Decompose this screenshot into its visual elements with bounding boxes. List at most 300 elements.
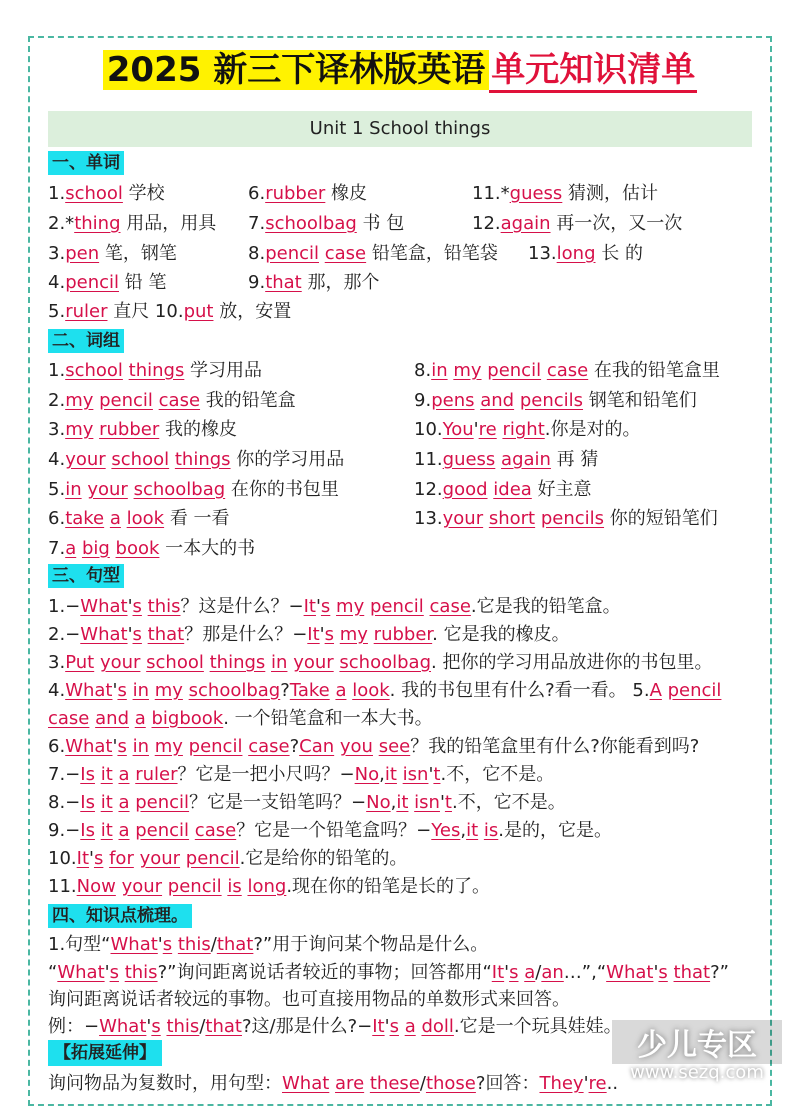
text-segment: ? — [280, 680, 290, 701]
sentence-line — [48, 818, 612, 844]
text-segment: 我的铅笔盒 — [200, 390, 296, 411]
english-term: s — [658, 962, 668, 983]
phrase-line — [48, 388, 296, 414]
text-segment: / — [210, 934, 217, 955]
text-segment: ' — [112, 680, 118, 701]
text-segment: .你是对的。 — [544, 419, 641, 440]
english-term: that — [265, 272, 302, 293]
english-term: pen — [65, 243, 100, 264]
english-term: for — [109, 848, 134, 869]
english-term: your — [121, 876, 163, 897]
text-segment: , — [460, 820, 467, 841]
english-term: take — [65, 508, 105, 529]
english-term: s — [162, 934, 173, 955]
english-term: Is — [80, 792, 95, 813]
english-term: Take — [289, 680, 330, 701]
english-term: long — [556, 243, 596, 264]
english-term: It — [491, 962, 505, 983]
point-line — [48, 987, 570, 1013]
text-segment: 询问物品为复数时，用句型： — [48, 1073, 282, 1094]
text-segment: . 把你的学习用品放进你的书包里。 — [431, 652, 713, 673]
text-segment: 那，那个 — [301, 272, 380, 293]
phrase-line — [414, 477, 592, 503]
english-term: book — [115, 538, 160, 559]
english-term: this — [166, 1016, 200, 1037]
page-title — [0, 48, 800, 92]
text-segment: 6. — [248, 183, 266, 204]
english-term: pencil — [188, 736, 243, 757]
word-line — [248, 241, 498, 267]
english-term: s — [324, 624, 335, 645]
english-term: my — [65, 390, 94, 411]
english-term: look — [352, 680, 390, 701]
english-term: case — [324, 243, 367, 264]
english-term: good — [442, 479, 488, 500]
text-segment: 2. — [48, 390, 66, 411]
unit-heading: Unit 1 School things — [48, 111, 752, 147]
text-segment: 9.− — [48, 820, 81, 841]
text-segment: ' — [127, 624, 133, 645]
text-segment: ' — [653, 962, 659, 983]
english-term: schoolbag — [339, 652, 431, 673]
english-term: this — [147, 596, 181, 617]
text-segment: 6. — [48, 508, 66, 529]
word-line — [48, 211, 216, 237]
english-term: and — [480, 390, 515, 411]
english-term: my — [339, 624, 368, 645]
sentence-line — [48, 594, 621, 620]
english-term: your — [87, 479, 128, 500]
english-term: You — [442, 419, 474, 440]
english-term: your — [442, 508, 484, 529]
watermark-url: www.sezq.com — [630, 1062, 764, 1083]
text-segment: ？它是一支铅笔吗？− — [189, 792, 367, 813]
english-term: s — [389, 1016, 399, 1037]
text-segment: ?”询问距离说话者较近的事物；回答都用“ — [157, 962, 492, 983]
text-segment: , — [390, 792, 397, 813]
english-term: again — [501, 449, 551, 470]
english-term: a — [134, 708, 146, 729]
english-term: What — [57, 962, 105, 983]
point-line — [48, 1014, 622, 1040]
english-term: schoolbag — [188, 680, 281, 701]
english-term: rubber — [373, 624, 433, 645]
text-segment: 12. — [472, 213, 501, 234]
phrase-line — [414, 358, 720, 384]
english-term: in — [431, 360, 448, 381]
text-segment: ？那是什么？− — [184, 624, 308, 645]
text-segment: 8.− — [48, 792, 81, 813]
english-term: in — [65, 479, 82, 500]
english-term: things — [209, 652, 266, 673]
text-segment: 长 的 — [595, 243, 643, 264]
text-segment: .是的，它是。 — [498, 820, 612, 841]
english-term: What — [606, 962, 654, 983]
english-term: ruler — [135, 764, 178, 785]
english-term: What — [80, 624, 128, 645]
english-term: school — [65, 183, 123, 204]
text-segment: 12. — [414, 479, 443, 500]
english-term: They — [539, 1073, 584, 1094]
text-segment: ' — [89, 848, 94, 869]
english-term: short — [488, 508, 536, 529]
word-line — [472, 211, 682, 237]
sentence-line — [48, 706, 433, 732]
english-term: isn — [402, 764, 429, 785]
text-segment: 13. — [414, 508, 443, 529]
text-segment: 5. — [48, 479, 66, 500]
english-term: What — [99, 1016, 147, 1037]
english-term: rubber — [99, 419, 160, 440]
text-segment: .它是一个玩具娃娃。 — [453, 1016, 622, 1037]
english-term: it — [100, 820, 113, 841]
word-line — [472, 181, 658, 207]
english-term: look — [126, 508, 165, 529]
english-term: s — [93, 848, 104, 869]
text-segment: 放，安置 — [213, 301, 292, 322]
english-term: It — [372, 1016, 385, 1037]
english-term: are — [335, 1073, 365, 1094]
text-segment: 我的橡皮 — [159, 419, 237, 440]
text-segment: 3. — [48, 419, 66, 440]
text-segment: 8. — [414, 360, 432, 381]
word-line — [48, 181, 165, 207]
text-segment: 橡皮 — [325, 183, 368, 204]
sentence-line — [48, 762, 554, 788]
text-segment: 4. — [48, 272, 66, 293]
text-segment: …”,“ — [563, 962, 607, 983]
english-term: that — [216, 934, 254, 955]
english-term: pencil — [135, 820, 190, 841]
english-term: school — [146, 652, 204, 673]
english-term: my — [65, 419, 94, 440]
text-segment: / — [535, 962, 542, 983]
english-term: long — [247, 876, 287, 897]
text-segment: 2.− — [48, 624, 81, 645]
english-term: pencil — [487, 360, 542, 381]
word-line — [248, 270, 379, 296]
english-term: it — [384, 764, 397, 785]
text-segment: 7. — [248, 213, 266, 234]
english-term: Can — [299, 736, 335, 757]
text-segment: 5. — [48, 301, 66, 322]
text-segment: 用品，用具 — [120, 213, 217, 234]
english-term: put — [183, 301, 214, 322]
text-segment: 你的学习用品 — [230, 449, 345, 470]
text-segment: 好主意 — [531, 479, 592, 500]
text-segment: ?回答： — [475, 1073, 540, 1094]
text-segment: .. — [606, 1073, 619, 1094]
english-term: re — [588, 1073, 607, 1094]
english-term: What — [282, 1073, 330, 1094]
english-term: It — [303, 596, 316, 617]
word-line — [48, 241, 177, 267]
english-term: case — [546, 360, 589, 381]
text-segment: “ — [48, 962, 58, 983]
text-segment: 1.− — [48, 596, 81, 617]
phrase-line — [414, 506, 718, 532]
english-term: a — [109, 508, 121, 529]
text-segment: .不，它不是。 — [440, 764, 555, 785]
text-segment: 笔，钢笔 — [99, 243, 177, 264]
phrase-line — [48, 506, 230, 532]
english-term: pencil — [167, 876, 222, 897]
english-term: Now — [76, 876, 116, 897]
text-segment: ' — [504, 962, 510, 983]
text-segment: 学校 — [122, 183, 165, 204]
english-term: doll — [421, 1016, 454, 1037]
text-segment: ？它是一个铅笔盒吗？− — [236, 820, 432, 841]
english-term: s — [320, 596, 331, 617]
phrase-line — [414, 417, 640, 443]
text-segment: 1. — [48, 360, 66, 381]
english-term: Put — [65, 652, 95, 673]
english-term: It — [76, 848, 90, 869]
english-term: case — [248, 736, 290, 757]
english-term: pencil — [667, 680, 722, 701]
english-term: pencils — [540, 508, 605, 529]
english-term: pencil — [185, 848, 240, 869]
english-term: pencil — [65, 272, 119, 293]
english-term: is — [227, 876, 242, 897]
text-segment: 书 包 — [356, 213, 405, 234]
text-segment: ' — [146, 1016, 152, 1037]
text-segment: 10. — [48, 848, 77, 869]
english-term: idea — [493, 479, 532, 500]
text-segment: 看 一看 — [164, 508, 230, 529]
english-term: s — [509, 962, 519, 983]
english-term: A — [649, 680, 662, 701]
english-term: thing — [74, 213, 121, 234]
text-segment: ' — [127, 596, 133, 617]
phrase-line — [48, 477, 339, 503]
english-term: pencil — [135, 792, 190, 813]
sentence-line — [48, 622, 570, 648]
text-segment: ？这是什么？− — [180, 596, 304, 617]
english-term: What — [110, 934, 158, 955]
english-term: No — [366, 792, 391, 813]
english-term: is — [483, 820, 499, 841]
text-segment: 7.− — [48, 764, 81, 785]
phrase-line — [48, 536, 255, 562]
text-segment: ？我的铅笔盒里有什么?你能看到吗? — [410, 736, 700, 757]
english-term: a — [118, 792, 130, 813]
english-term: your — [293, 652, 334, 673]
english-term: my — [453, 360, 482, 381]
english-term: this — [177, 934, 211, 955]
english-term: Is — [80, 764, 95, 785]
text-segment: .它是给你的铅笔的。 — [239, 848, 408, 869]
text-segment: ' — [583, 1073, 589, 1094]
text-segment: 钢笔和铅笔们 — [583, 390, 697, 411]
phrase-line — [48, 447, 344, 473]
text-segment: 3. — [48, 243, 66, 264]
english-term: it — [466, 820, 479, 841]
english-term: s — [109, 962, 119, 983]
english-term: it — [100, 792, 113, 813]
english-term: re — [478, 419, 497, 440]
english-term: that — [147, 624, 185, 645]
english-term: right — [502, 419, 545, 440]
text-segment: ? — [289, 736, 300, 757]
title-part1: 2025 新三下译林版英语 — [103, 50, 489, 90]
word-line — [48, 299, 291, 325]
text-segment: . 一个铅笔盒和一本大书。 — [223, 708, 433, 729]
text-segment: 在我的铅笔盒里 — [588, 360, 720, 381]
text-segment: 11. — [414, 449, 443, 470]
phrase-line — [48, 358, 262, 384]
word-line — [48, 270, 166, 296]
text-segment: ' — [384, 1016, 390, 1037]
text-segment: 猜测，估计 — [562, 183, 659, 204]
english-term: a — [65, 538, 77, 559]
text-segment: ?这/那是什么?− — [241, 1016, 373, 1037]
text-segment: 10. — [414, 419, 443, 440]
sentence-line — [48, 734, 699, 760]
text-segment: 11. — [48, 876, 77, 897]
text-segment: , — [379, 764, 385, 785]
english-term: case — [158, 390, 201, 411]
english-term: my — [336, 596, 365, 617]
english-term: pencil — [369, 596, 424, 617]
text-segment: 直尺 10. — [107, 301, 184, 322]
sentence-line — [48, 650, 712, 676]
english-term: my — [154, 680, 183, 701]
english-term: case — [194, 820, 237, 841]
english-term: school — [111, 449, 170, 470]
english-term: ruler — [65, 301, 108, 322]
text-segment: 铅笔盒，铅笔袋 — [366, 243, 498, 264]
text-segment: .现在你的铅笔是长的了。 — [286, 876, 491, 897]
text-segment: 学习用品 — [184, 360, 263, 381]
text-segment: ' — [319, 624, 325, 645]
section-sentences: 三、句型 — [48, 564, 124, 588]
english-term: these — [369, 1073, 420, 1094]
english-term: this — [124, 962, 158, 983]
english-term: t — [433, 764, 441, 785]
english-term: a — [404, 1016, 416, 1037]
sentence-line — [48, 846, 407, 872]
english-term: a — [335, 680, 347, 701]
text-segment: ?”用于询问某个物品是什么。 — [253, 934, 489, 955]
english-term: your — [65, 449, 106, 470]
text-segment: 在你的书包里 — [225, 479, 339, 500]
text-segment: .它是我的铅笔盒。 — [470, 596, 621, 617]
text-segment: 8. — [248, 243, 266, 264]
english-term: s — [151, 1016, 161, 1037]
text-segment: ' — [428, 764, 434, 785]
english-term: my — [154, 736, 183, 757]
text-segment: 例：− — [48, 1016, 100, 1037]
english-term: pencil — [265, 243, 319, 264]
english-term: and — [95, 708, 129, 729]
english-term: pens — [431, 390, 475, 411]
english-term: a — [524, 962, 536, 983]
text-segment: 7. — [48, 538, 66, 559]
text-segment: 再 猜 — [550, 449, 599, 470]
english-term: t — [444, 792, 452, 813]
sentence-line — [48, 874, 490, 900]
english-term: Yes — [431, 820, 461, 841]
english-term: s — [132, 624, 142, 645]
section-phrases: 二、词组 — [48, 329, 124, 353]
english-term: your — [139, 848, 181, 869]
point-line — [48, 960, 729, 986]
text-segment: 再一次，又一次 — [550, 213, 683, 234]
english-term: bigbook — [151, 708, 224, 729]
text-segment: / — [419, 1073, 426, 1094]
english-term: things — [128, 360, 185, 381]
english-term: What — [80, 596, 128, 617]
english-term: see — [378, 736, 411, 757]
english-term: case — [429, 596, 471, 617]
text-segment: ' — [112, 736, 118, 757]
text-segment: . 它是我的橡皮。 — [432, 624, 570, 645]
english-term: pencil — [99, 390, 153, 411]
text-segment: 4. — [48, 680, 66, 701]
text-segment: 1. — [48, 183, 66, 204]
english-term: again — [500, 213, 551, 234]
sentence-line — [48, 790, 566, 816]
watermark-logo: 少儿专区 — [612, 1020, 782, 1064]
section-points: 四、知识点梳理。 — [48, 904, 192, 928]
english-term: in — [132, 736, 149, 757]
word-line — [528, 241, 643, 267]
text-segment: 一本大的书 — [159, 538, 256, 559]
english-term: Is — [80, 820, 95, 841]
text-segment: 2.* — [48, 213, 75, 234]
english-term: guess — [509, 183, 563, 204]
text-segment: 铅 笔 — [119, 272, 167, 293]
text-segment: 你的短铅笔们 — [604, 508, 718, 529]
text-segment: ' — [157, 934, 163, 955]
text-segment: 11.* — [472, 183, 510, 204]
text-segment: ？它是一把小尺吗？− — [177, 764, 355, 785]
english-term: school — [65, 360, 123, 381]
word-line — [248, 181, 367, 207]
english-term: schoolbag — [265, 213, 357, 234]
english-term: It — [307, 624, 320, 645]
section-extension: 【拓展延伸】 — [48, 1040, 162, 1066]
text-segment: .不，它不是。 — [451, 792, 566, 813]
point-line — [48, 932, 488, 958]
text-segment: / — [199, 1016, 206, 1037]
text-segment: 4. — [48, 449, 66, 470]
word-line — [248, 211, 404, 237]
text-segment: . 我的书包里有什么?看一看。 5. — [389, 680, 650, 701]
text-segment: ' — [315, 596, 321, 617]
text-segment: 6. — [48, 736, 66, 757]
english-term: a — [118, 820, 130, 841]
english-term: a — [118, 764, 130, 785]
phrase-line — [48, 417, 237, 443]
english-term: in — [271, 652, 288, 673]
text-segment: 询问距离说话者较远的事物。也可直接用物品的单数形式来回答。 — [48, 989, 570, 1010]
english-term: those — [425, 1073, 476, 1094]
sentence-line — [48, 678, 721, 704]
english-term: big — [81, 538, 110, 559]
text-segment: ' — [104, 962, 110, 983]
english-term: s — [132, 596, 142, 617]
text-segment: 1.句型“ — [48, 934, 111, 955]
english-term: that — [673, 962, 711, 983]
english-term: in — [132, 680, 149, 701]
english-term: s — [117, 680, 127, 701]
english-term: an — [541, 962, 564, 983]
english-term: you — [339, 736, 373, 757]
english-term: schoolbag — [133, 479, 226, 500]
phrase-line — [414, 388, 697, 414]
